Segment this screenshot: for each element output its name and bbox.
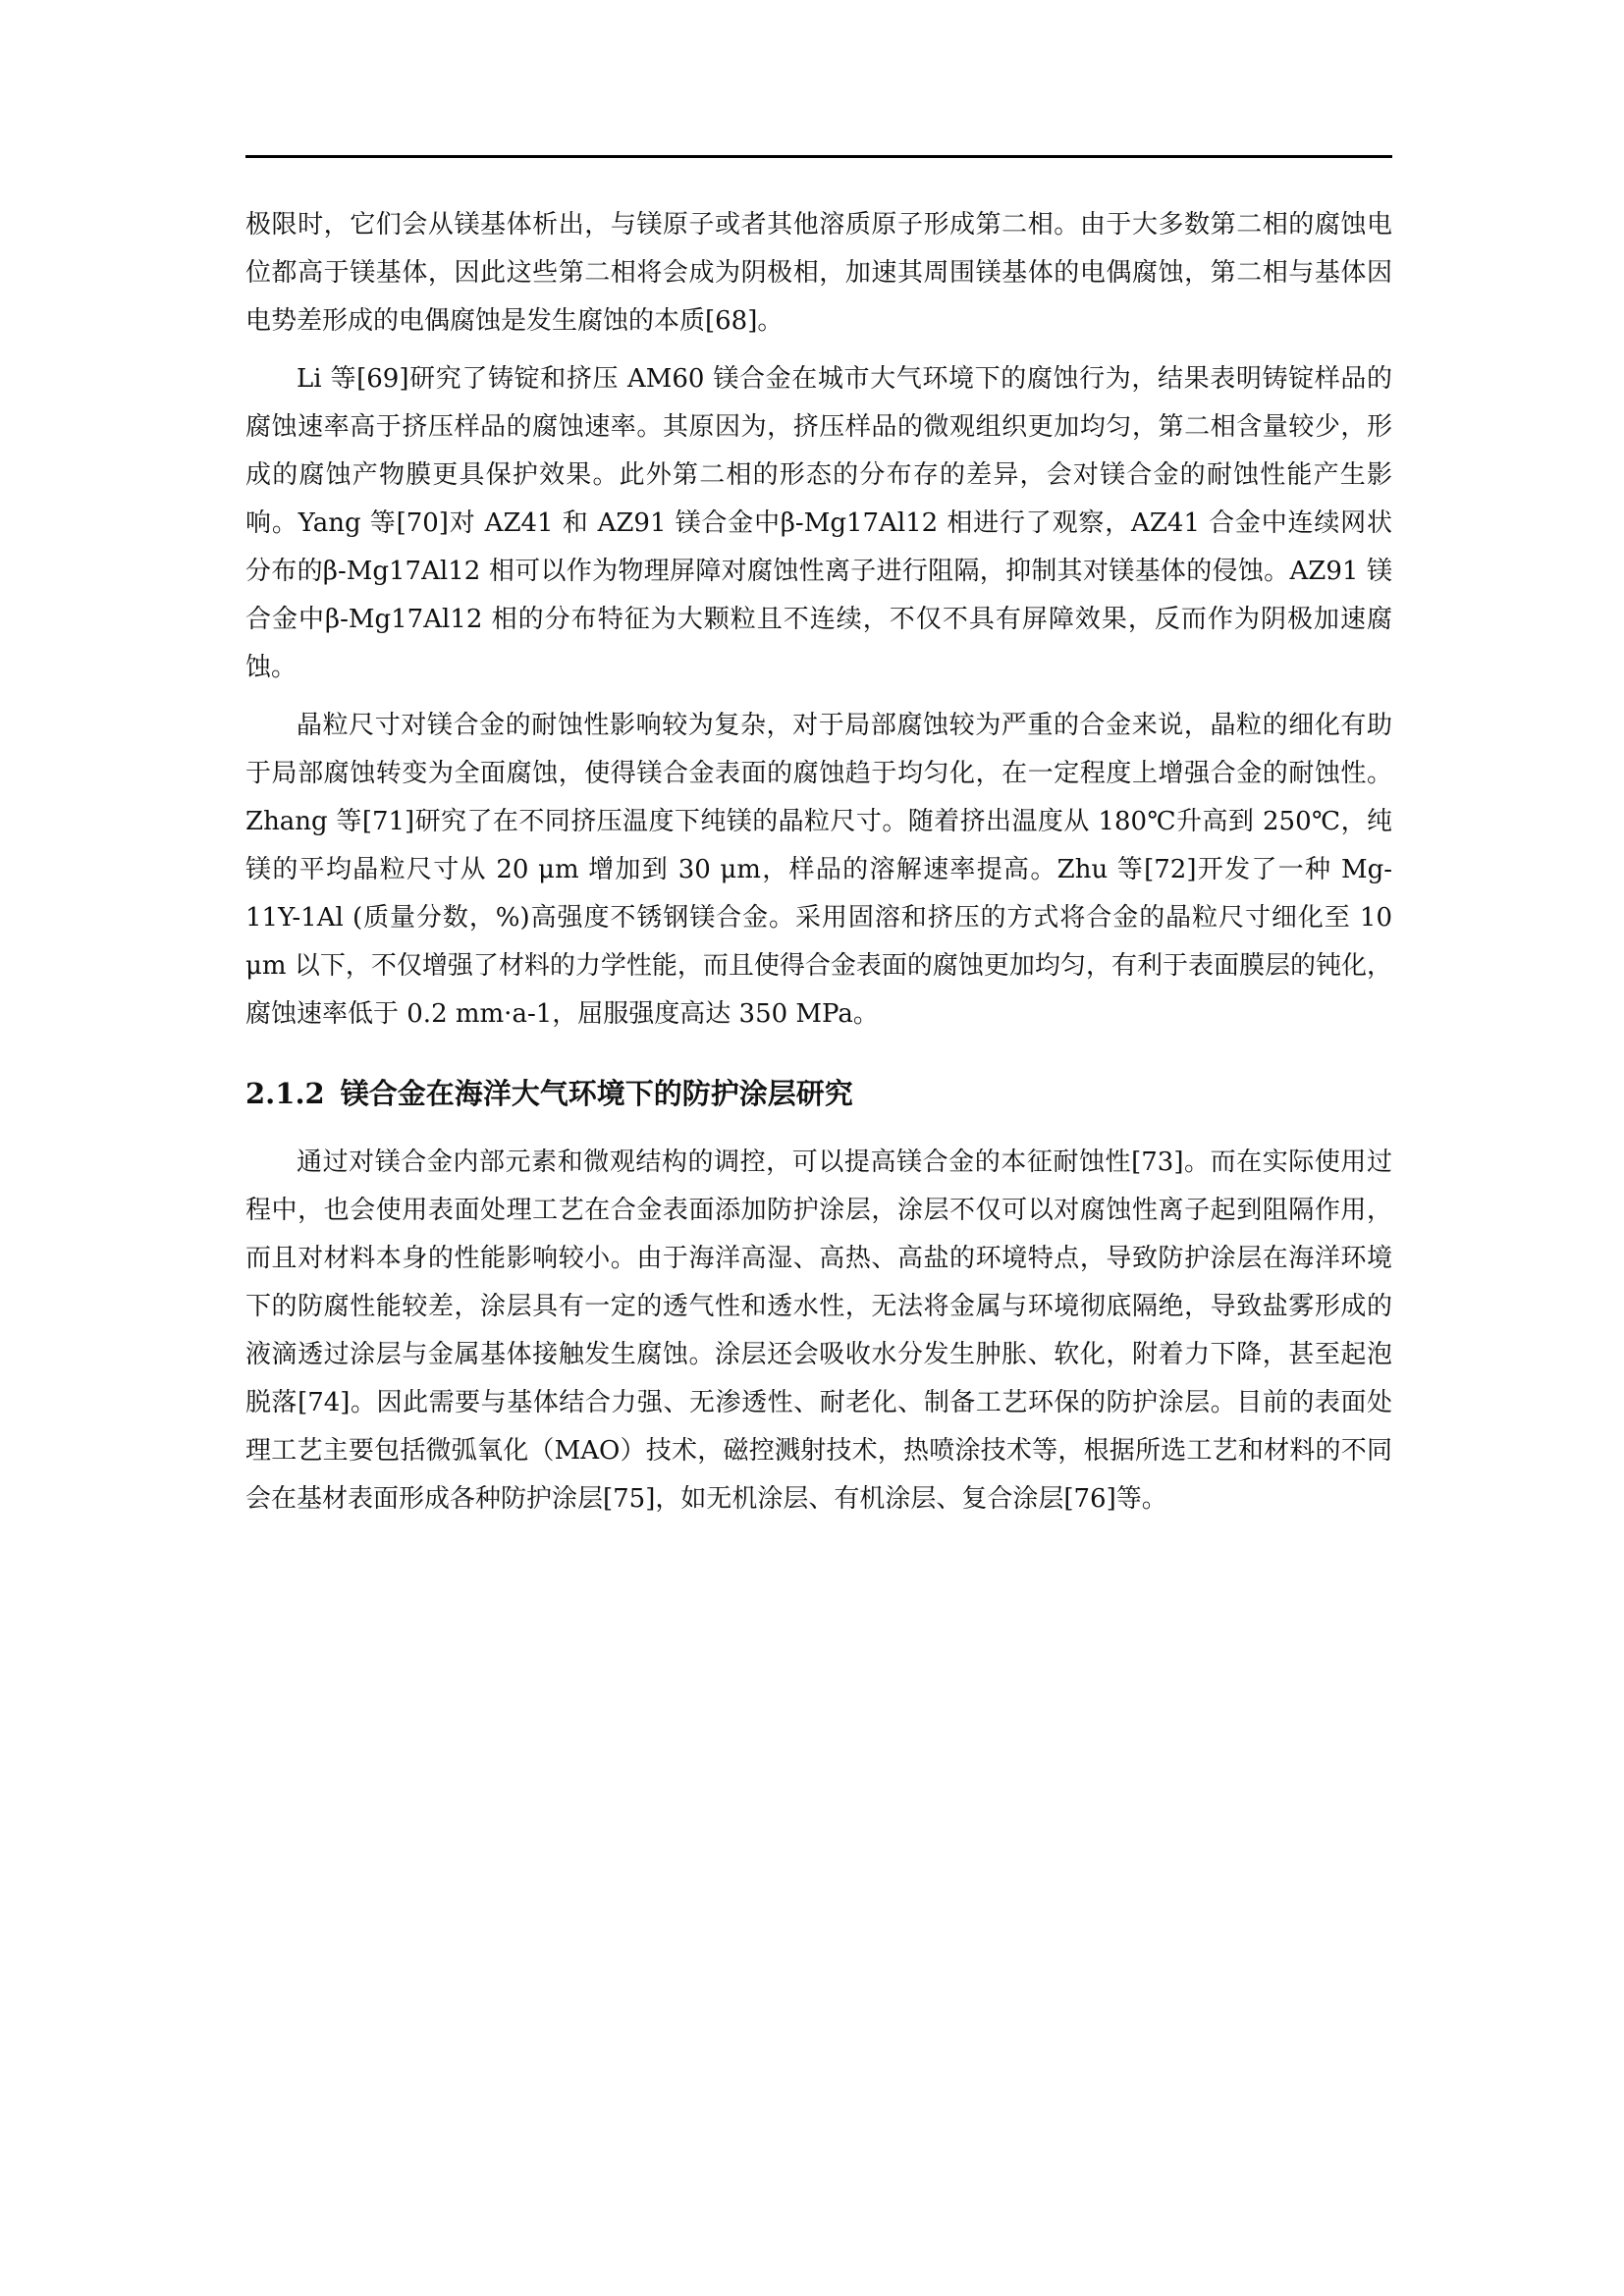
paragraph-2-text: Li 等[69]研究了铸锭和挤压 AM60 镁合金在城市大气环境下的腐蚀行为，结果表明铸锭样品的腐蚀速率高于挤压样品的腐蚀速率。其原因为，挤压样品的微观组织更加均匀，第二相含量较少，形成的腐蚀产物膜更具保护效果。此外第二相的形态的分布存的差异，会对镁合金的耐蚀性能产生影响。Yang 等[70]对 AZ41 和 AZ91 镁合金中β-Mg17Al12 相进行了观察，AZ41 合金中连续网状分布的β-Mg17Al12 相可以作为物理屏障对腐蚀性离子进行阻隔，抑制其对镁基体的侵蚀。AZ91 镁合金中β-Mg17Al12 相的分布特征为大颗粒且不连续，不仅不具有屏障效果，反而作为阴极加速腐蚀。 bbox=[245, 364, 1392, 682]
section-number: 2.1.2 bbox=[245, 1077, 325, 1110]
header-rule bbox=[245, 155, 1392, 158]
paragraph-1 bbox=[245, 201, 1392, 346]
paragraph-3-text: 晶粒尺寸对镁合金的耐蚀性影响较为复杂，对于局部腐蚀较为严重的合金来说，晶粒的细化有助于局部腐蚀转变为全面腐蚀，使得镁合金表面的腐蚀趋于均匀化，在一定程度上增强合金的耐蚀性。Zhang 等[71]研究了在不同挤压温度下纯镁的晶粒尺寸。随着挤出温度从 180℃升高到 250℃，纯镁的平均晶粒尺寸从 20 μm 增加到 30 μm，样品的溶解速率提高。Zhu 等[72]开发了一种 Mg-11Y-1Al (质量分数，%)高强度不锈钢镁合金。采用固溶和挤压的方式将合金的晶粒尺寸细化至 10 μm 以下，不仅增强了材料的力学性能，而且使得合金表面的腐蚀更加均匀，有利于表面膜层的钝化，腐蚀速率低于 0.2 mm·a-1，屈服强度高达 350 MPa。 bbox=[245, 711, 1392, 1029]
section-title: 镁合金在海洋大气环境下的防护涂层研究 bbox=[340, 1077, 853, 1110]
paragraph-2 bbox=[245, 355, 1392, 692]
section-heading bbox=[245, 1072, 1392, 1115]
paragraph-1-text: 极限时，它们会从镁基体析出，与镁原子或者其他溶质原子形成第二相。由于大多数第二相的腐蚀电位都高于镁基体，因此这些第二相将会成为阴极相，加速其周围镁基体的电偶腐蚀，第二相与基体因电势差形成的电偶腐蚀是发生腐蚀的本质[68]。 bbox=[245, 210, 1392, 336]
paragraph-4-text: 通过对镁合金内部元素和微观结构的调控，可以提高镁合金的本征耐蚀性[73]。而在实际使用过程中，也会使用表面处理工艺在合金表面添加防护涂层，涂层不仅可以对腐蚀性离子起到阻隔作用，而且对材料本身的性能影响较小。由于海洋高湿、高热、高盐的环境特点，导致防护涂层在海洋环境下的防腐性能较差，涂层具有一定的透气性和透水性，无法将金属与环境彻底隔绝，导致盐雾形成的液滴透过涂层与金属基体接触发生腐蚀。涂层还会吸收水分发生肿胀、软化，附着力下降，甚至起泡脱落[74]。因此需要与基体结合力强、无渗透性、耐老化、制备工艺环保的防护涂层。目前的表面处理工艺主要包括微弧氧化（MAO）技术，磁控溅射技术，热喷涂技术等，根据所选工艺和材料的不同会在基材表面形成各种防护涂层[75]，如无机涂层、有机涂层、复合涂层[76]等。 bbox=[245, 1148, 1392, 1514]
paragraph-3 bbox=[245, 702, 1392, 1039]
paragraph-4 bbox=[245, 1139, 1392, 1523]
page-body bbox=[245, 201, 1392, 1533]
